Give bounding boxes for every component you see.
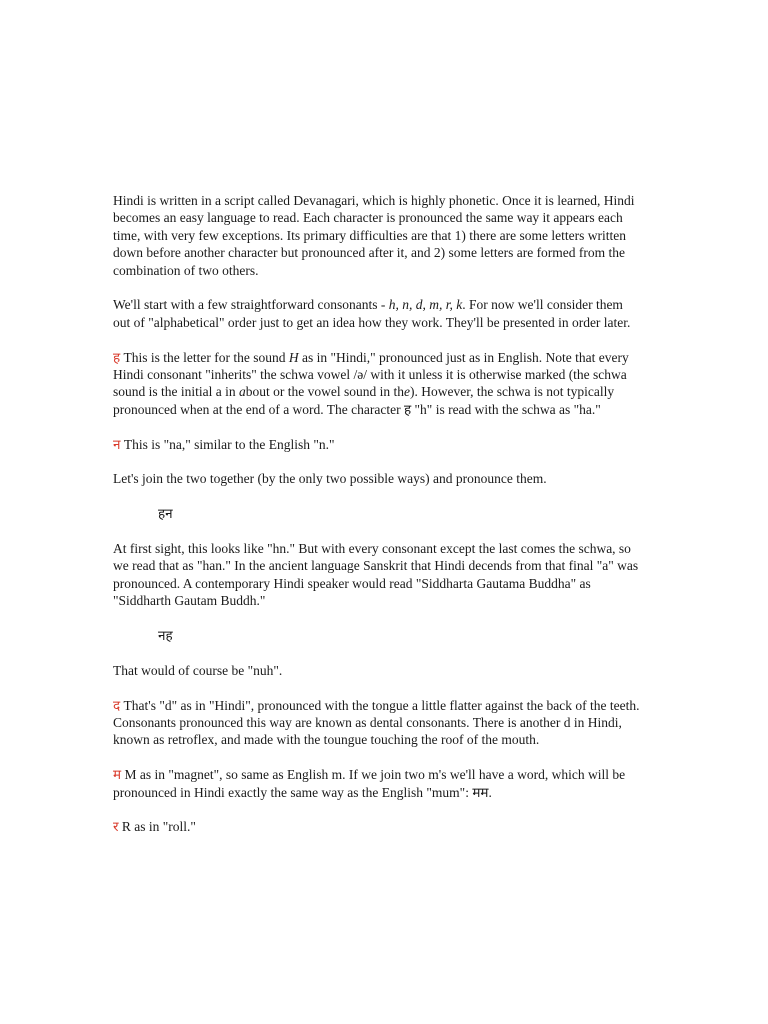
consonant-list: h, n, d, m, r, k (388, 297, 463, 313)
letter-r-text: R as in "roll." (118, 819, 196, 835)
about-a-italic: a (239, 384, 246, 400)
letter-r-glyph: र (113, 819, 119, 835)
consonants-text-before: We'll start with a few straightforward consonants - (113, 297, 389, 313)
letter-h-italic: H (288, 349, 299, 365)
nuh-paragraph: That would of course be "nuh". (113, 662, 283, 678)
consonants-paragraph (113, 296, 643, 331)
letter-m-entry (113, 766, 643, 801)
letter-h-glyph: ह (113, 349, 121, 365)
letter-r-entry (113, 818, 643, 835)
document-body (113, 192, 643, 853)
letter-d-text: That's "d" as in "Hindi", pronounced with the tongue a little flatter against the back of the teeth. Consonants pronounced this way are known as dental consonants. There is another d in Hindi, known as retroflex, and made with the toungue touching the roof of the mouth. (113, 697, 640, 748)
letter-m-glyph: म (113, 767, 122, 783)
join-intro-paragraph: Let's join the two together (by the only two possible ways) and pronounce them. (113, 471, 547, 487)
example-nah: नह (158, 628, 173, 644)
letter-h-text-3: bout or the vowel sound in th (245, 384, 404, 400)
letter-h-text-2: as in "Hindi," pronounced just as in English. Note that every Hindi consonant "inherits" the schwa vowel /ə/ with it unless it is otherwise marked (the schwa sound is the initial a in (113, 349, 629, 400)
letter-d-glyph: द (113, 697, 121, 713)
letter-h-text-4: ). However, the schwa is not typically pronounced when at the end of a word. The character ह "h" is read with the schwa as "ha." (113, 384, 615, 417)
letter-h-entry (113, 349, 643, 419)
letter-n-text: This is "na," similar to the English "n." (120, 436, 335, 452)
letter-d-entry (113, 697, 643, 749)
letter-n-entry (113, 436, 643, 453)
letter-n-glyph: न (113, 436, 121, 452)
consonants-text-after: . For now we'll consider them out of "alphabetical" order just to get an idea how they work. They'll be presented in order later. (113, 297, 631, 330)
han-explanation-paragraph: At first sight, this looks like "hn." But with every consonant except the last comes the schwa, so we read that as "han." In the ancient language Sanskrit that Hindi decends from that final "a" was pronounced. A contemporary Hindi speaker would read "Siddharta Gautama Buddha" as "Siddharth Gautam Buddh." (113, 541, 639, 609)
letter-m-text: M as in "magnet", so same as English m. If we join two m's we'll have a word, which will be pronounced in Hindi exactly the same way as the English "mum": मम. (113, 767, 626, 800)
intro-paragraph: Hindi is written in a script called Devanagari, which is highly phonetic. Once it is learned, Hindi becomes an easy language to read. Each character is pronounced the same way it appears each time, with very few exceptions. Its primary difficulties are that 1) there are some letters written down before another character but pronounced after it, and 2) some letters are formed from the combination of two others. (113, 193, 635, 278)
the-e-italic: e (404, 384, 410, 400)
letter-h-text-1: This is the letter for the sound (120, 349, 289, 365)
example-han: हन (158, 506, 173, 522)
